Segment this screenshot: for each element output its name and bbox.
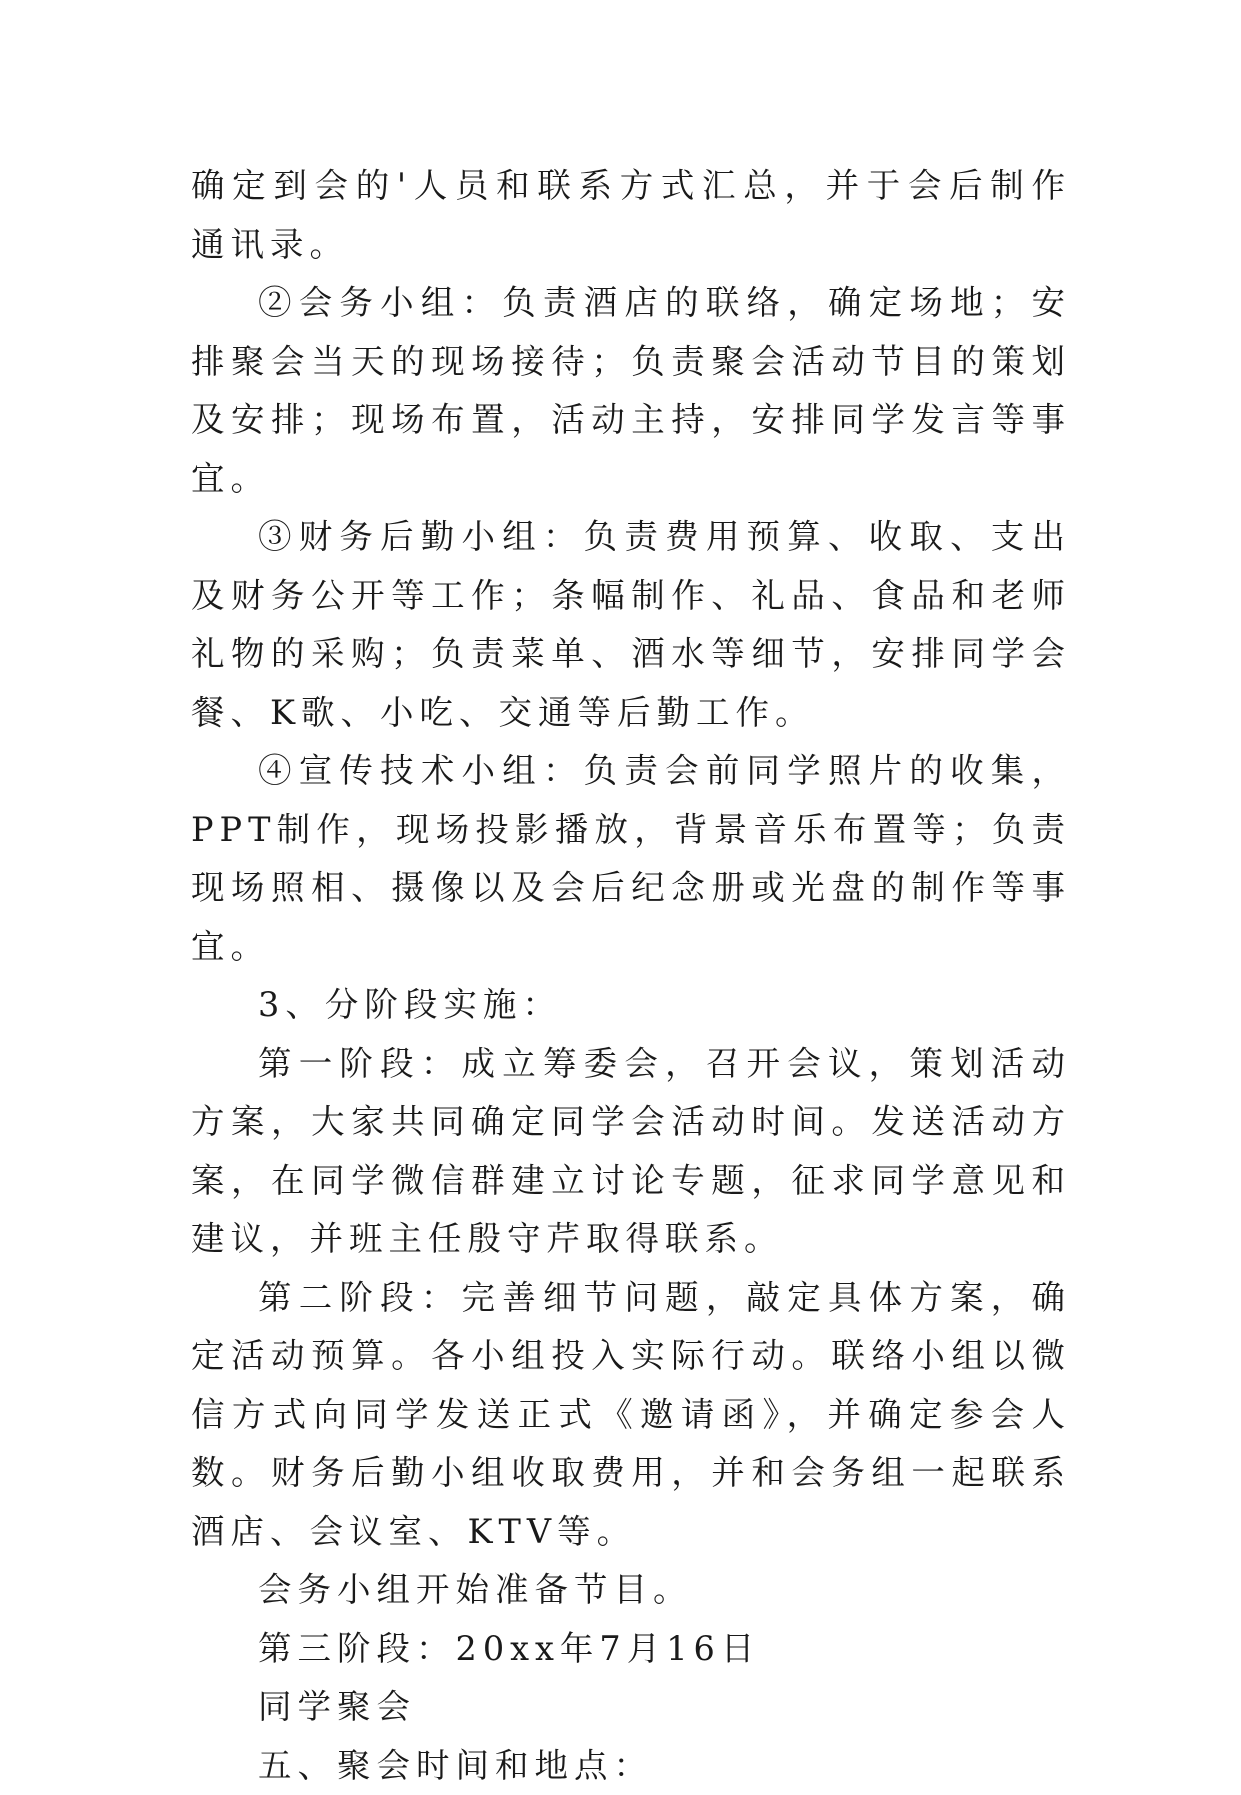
paragraph-finance-logistics-group: ③财务后勤小组：负责费用预算、收取、支出及财务公开等工作；条幅制作、礼品、食品和老师礼物的采购；负责菜单、酒水等细节，安排同学会餐、K歌、小吃、交通等后勤工作。 (191, 508, 1071, 742)
document-page (191, 157, 1071, 1795)
paragraph-publicity-tech-group: ④宣传技术小组：负责会前同学照片的收集，PPT制作，现场投影播放，背景音乐布置等；负责现场照相、摄像以及会后纪念册或光盘的制作等事宜。 (191, 742, 1071, 976)
paragraph-contact-summary: 确定到会的'人员和联系方式汇总，并于会后制作通讯录。 (191, 157, 1071, 274)
paragraph-phased-implementation-heading: 3、分阶段实施： (191, 976, 1071, 1035)
paragraph-time-and-place-heading: 五、聚会时间和地点： (191, 1737, 1071, 1795)
paragraph-phase-three: 第三阶段：20xx年7月16日 (191, 1620, 1071, 1679)
paragraph-reunion: 同学聚会 (191, 1678, 1071, 1737)
paragraph-conference-group: ②会务小组：负责酒店的联络，确定场地；安排聚会当天的现场接待；负责聚会活动节目的策划及安排；现场布置，活动主持，安排同学发言等事宜。 (191, 274, 1071, 508)
paragraph-program-preparation: 会务小组开始准备节目。 (191, 1561, 1071, 1620)
paragraph-phase-one: 第一阶段：成立筹委会，召开会议，策划活动方案，大家共同确定同学会活动时间。发送活动方案，在同学微信群建立讨论专题，征求同学意见和建议，并班主任殷守芹取得联系。 (191, 1035, 1071, 1269)
paragraph-phase-two: 第二阶段：完善细节问题，敲定具体方案，确定活动预算。各小组投入实际行动。联络小组以微信方式向同学发送正式《邀请函》，并确定参会人数。财务后勤小组收取费用，并和会务组一起联系酒店、会议室、KTV等。 (191, 1269, 1071, 1562)
